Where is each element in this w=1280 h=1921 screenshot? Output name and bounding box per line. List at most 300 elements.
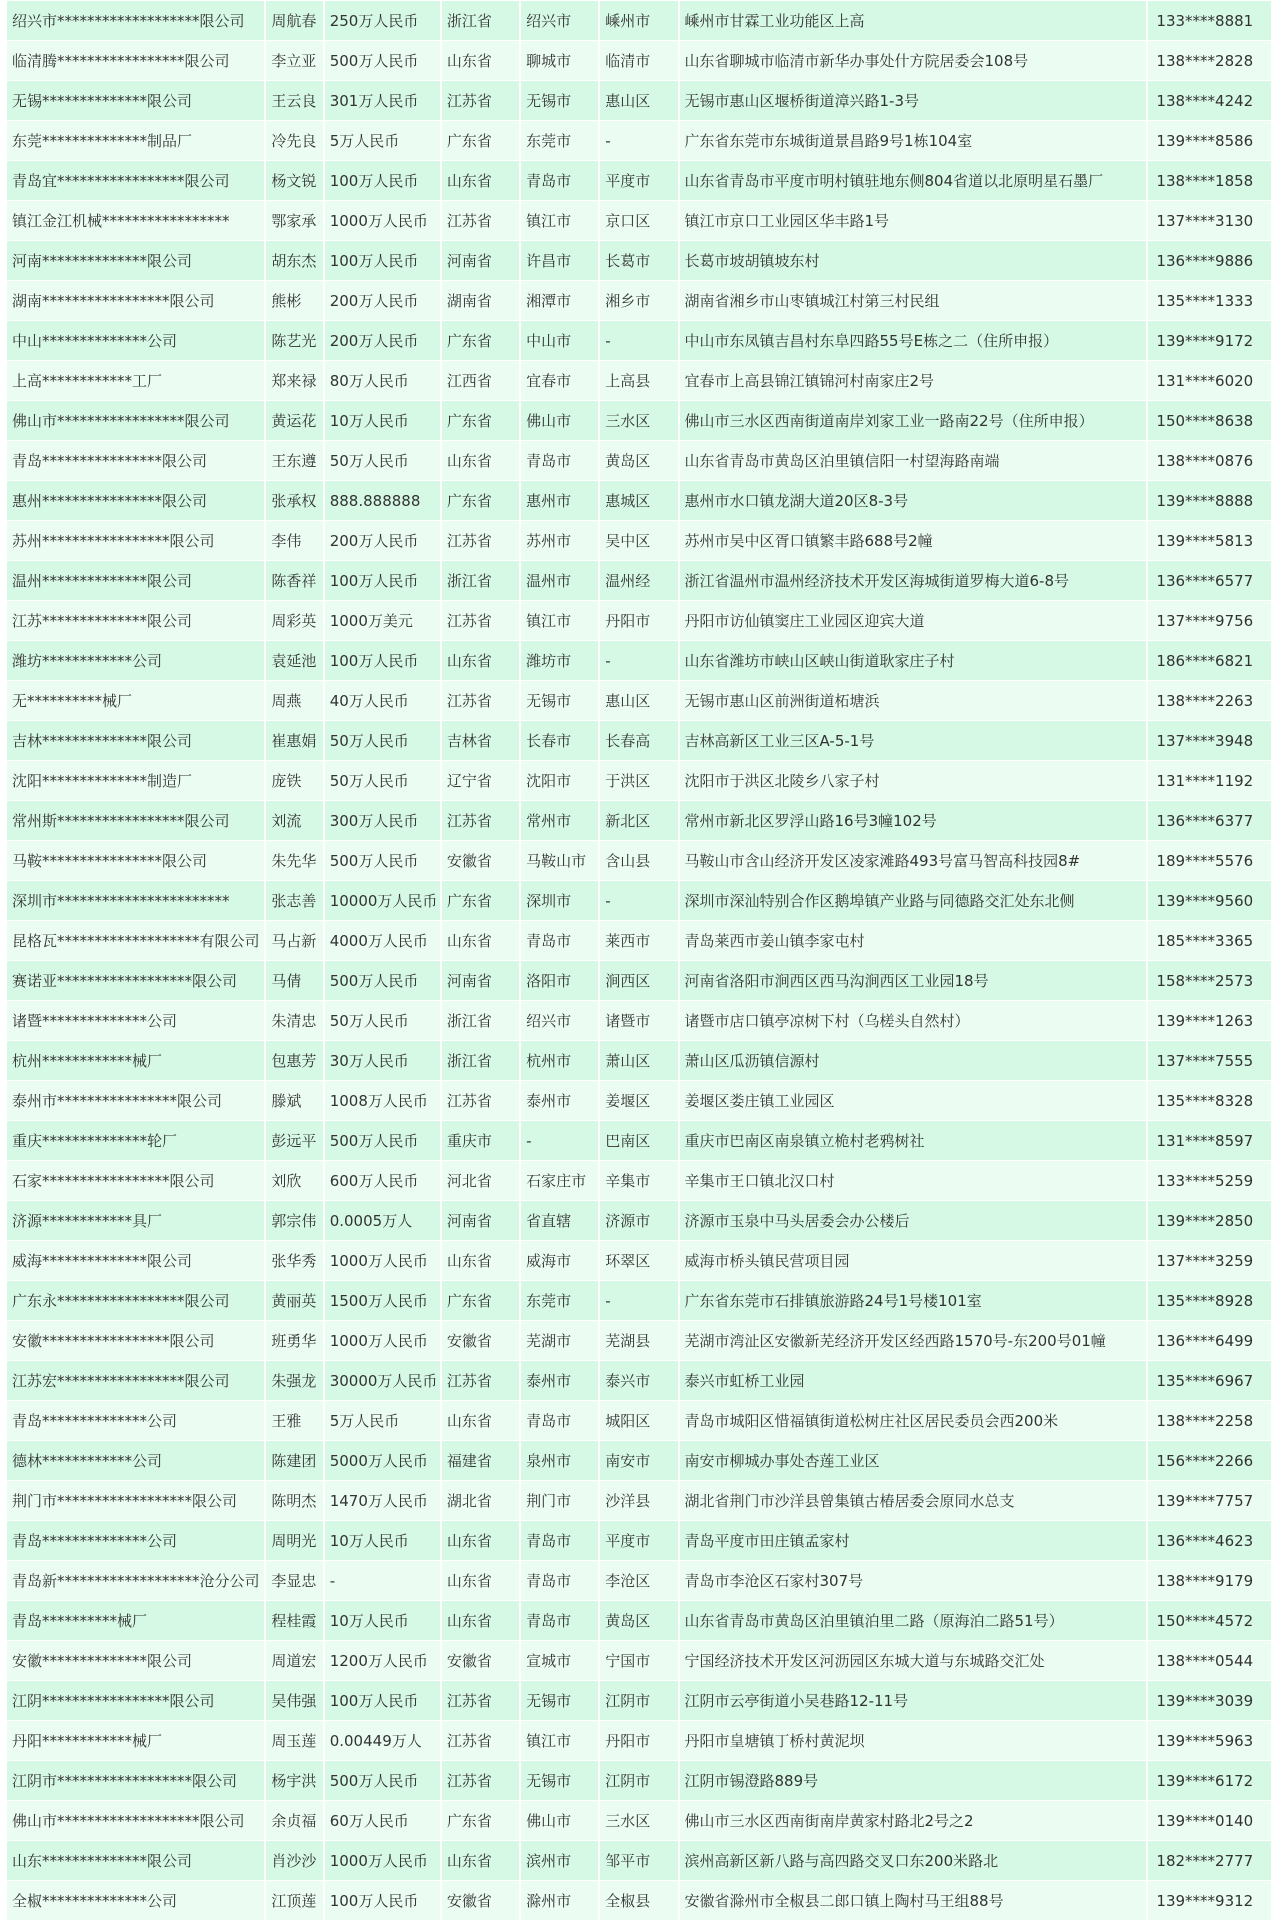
province-cell: 江苏省 xyxy=(442,81,519,120)
registered-capital-cell: 200万人民币 xyxy=(325,281,440,320)
address-cell: 山东省聊城市临清市新华办事处什方院居委会108号 xyxy=(680,41,1147,80)
legal-rep-cell: 刘流 xyxy=(266,801,322,840)
company-name-cell: 江阴*****************限公司 xyxy=(7,1681,264,1720)
district-cell: 新北区 xyxy=(600,801,677,840)
district-cell: 平度市 xyxy=(600,161,677,200)
district-cell: - xyxy=(600,1281,677,1320)
phone-cell: 139****2850 xyxy=(1148,1201,1271,1240)
city-cell: 长春市 xyxy=(521,721,598,760)
city-cell: 青岛市 xyxy=(521,161,598,200)
table-row xyxy=(7,1801,1271,1840)
address-cell: 重庆市巴南区南泉镇立桅村老鸦树社 xyxy=(680,1121,1147,1160)
company-table-container xyxy=(5,0,1273,1921)
legal-rep-cell: 程桂霞 xyxy=(266,1601,322,1640)
district-cell: 巴南区 xyxy=(600,1121,677,1160)
company-name-cell: 安徽**************限公司 xyxy=(7,1641,264,1680)
legal-rep-cell: 袁延池 xyxy=(266,641,322,680)
table-row xyxy=(7,121,1271,160)
legal-rep-cell: 周燕 xyxy=(266,681,322,720)
registered-capital-cell: 1500万人民币 xyxy=(325,1281,440,1320)
phone-cell: 139****5963 xyxy=(1148,1721,1271,1760)
company-name-cell: 绍兴市*******************限公司 xyxy=(7,1,264,40)
legal-rep-cell: 刘欣 xyxy=(266,1161,322,1200)
company-name-cell: 惠州****************限公司 xyxy=(7,481,264,520)
province-cell: 山东省 xyxy=(442,41,519,80)
table-row xyxy=(7,1281,1271,1320)
registered-capital-cell: 300万人民币 xyxy=(325,801,440,840)
company-name-cell: 镇江金江机械***************** xyxy=(7,201,264,240)
table-row xyxy=(7,1161,1271,1200)
table-body xyxy=(7,1,1271,1920)
province-cell: 广东省 xyxy=(442,881,519,920)
phone-cell: 139****3039 xyxy=(1148,1681,1271,1720)
address-cell: 湖北省荆门市沙洋县曾集镇古椿居委会原同水总支 xyxy=(680,1481,1147,1520)
table-row xyxy=(7,441,1271,480)
district-cell: 吴中区 xyxy=(600,521,677,560)
phone-cell: 139****5813 xyxy=(1148,521,1271,560)
city-cell: 滁州市 xyxy=(521,1881,598,1920)
company-name-cell: 全椒**************公司 xyxy=(7,1881,264,1920)
province-cell: 江苏省 xyxy=(442,1081,519,1120)
city-cell: 绍兴市 xyxy=(521,1,598,40)
city-cell: 青岛市 xyxy=(521,1521,598,1560)
company-name-cell: 江苏宏*****************限公司 xyxy=(7,1361,264,1400)
company-name-cell: 山东**************限公司 xyxy=(7,1841,264,1880)
legal-rep-cell: 王雅 xyxy=(266,1401,322,1440)
city-cell: 青岛市 xyxy=(521,441,598,480)
district-cell: 辛集市 xyxy=(600,1161,677,1200)
registered-capital-cell: 1000万美元 xyxy=(325,601,440,640)
company-name-cell: 上高************工厂 xyxy=(7,361,264,400)
registered-capital-cell: 301万人民币 xyxy=(325,81,440,120)
phone-cell: 131****6020 xyxy=(1148,361,1271,400)
city-cell: 青岛市 xyxy=(521,1561,598,1600)
city-cell: 青岛市 xyxy=(521,1401,598,1440)
phone-cell: 139****0140 xyxy=(1148,1801,1271,1840)
registered-capital-cell: 1200万人民币 xyxy=(325,1641,440,1680)
registered-capital-cell: 0.0005万人 xyxy=(325,1201,440,1240)
address-cell: 广东省东莞市东城街道景昌路9号1栋104室 xyxy=(680,121,1147,160)
registered-capital-cell: 80万人民币 xyxy=(325,361,440,400)
table-row xyxy=(7,1721,1271,1760)
city-cell: 石家庄市 xyxy=(521,1161,598,1200)
phone-cell: 150****4572 xyxy=(1148,1601,1271,1640)
registered-capital-cell: 1000万人民币 xyxy=(325,201,440,240)
address-cell: 江阴市云亭街道小吴巷路12-11号 xyxy=(680,1681,1147,1720)
district-cell: - xyxy=(600,321,677,360)
registered-capital-cell: 100万人民币 xyxy=(325,1881,440,1920)
table-row xyxy=(7,1041,1271,1080)
registered-capital-cell: 500万人民币 xyxy=(325,1761,440,1800)
registered-capital-cell: 888.888888 xyxy=(325,481,440,520)
table-row xyxy=(7,721,1271,760)
phone-cell: 158****2573 xyxy=(1148,961,1271,1000)
phone-cell: 139****8586 xyxy=(1148,121,1271,160)
city-cell: 深圳市 xyxy=(521,881,598,920)
registered-capital-cell: 100万人民币 xyxy=(325,561,440,600)
province-cell: 山东省 xyxy=(442,641,519,680)
legal-rep-cell: 鄂家承 xyxy=(266,201,322,240)
phone-cell: 135****1333 xyxy=(1148,281,1271,320)
registered-capital-cell: 200万人民币 xyxy=(325,321,440,360)
district-cell: 芜湖县 xyxy=(600,1321,677,1360)
city-cell: 潍坊市 xyxy=(521,641,598,680)
city-cell: 镇江市 xyxy=(521,601,598,640)
province-cell: 广东省 xyxy=(442,401,519,440)
phone-cell: 139****9172 xyxy=(1148,321,1271,360)
company-name-cell: 佛山市*****************限公司 xyxy=(7,401,264,440)
district-cell: 丹阳市 xyxy=(600,1721,677,1760)
district-cell: 涧西区 xyxy=(600,961,677,1000)
district-cell: 江阴市 xyxy=(600,1761,677,1800)
legal-rep-cell: 包惠芳 xyxy=(266,1041,322,1080)
legal-rep-cell: 郭宗伟 xyxy=(266,1201,322,1240)
city-cell: - xyxy=(521,1121,598,1160)
province-cell: 山东省 xyxy=(442,1401,519,1440)
registered-capital-cell: 1000万人民币 xyxy=(325,1241,440,1280)
legal-rep-cell: 周彩英 xyxy=(266,601,322,640)
registered-capital-cell: 50万人民币 xyxy=(325,1001,440,1040)
city-cell: 洛阳市 xyxy=(521,961,598,1000)
district-cell: 泰兴市 xyxy=(600,1361,677,1400)
address-cell: 山东省青岛市黄岛区泊里镇信阳一村望海路南端 xyxy=(680,441,1147,480)
table-row xyxy=(7,41,1271,80)
district-cell: 于洪区 xyxy=(600,761,677,800)
registered-capital-cell: 5万人民币 xyxy=(325,121,440,160)
company-name-cell: 济源************具厂 xyxy=(7,1201,264,1240)
company-name-cell: 泰州市****************限公司 xyxy=(7,1081,264,1120)
table-row xyxy=(7,1561,1271,1600)
province-cell: 浙江省 xyxy=(442,1041,519,1080)
table-row xyxy=(7,1,1271,40)
phone-cell: 138****2828 xyxy=(1148,41,1271,80)
address-cell: 无锡市惠山区堰桥街道漳兴路1-3号 xyxy=(680,81,1147,120)
district-cell: 姜堰区 xyxy=(600,1081,677,1120)
company-name-cell: 广东永*****************限公司 xyxy=(7,1281,264,1320)
province-cell: 江苏省 xyxy=(442,801,519,840)
province-cell: 山东省 xyxy=(442,921,519,960)
legal-rep-cell: 朱强龙 xyxy=(266,1361,322,1400)
district-cell: 长春高 xyxy=(600,721,677,760)
address-cell: 湖南省湘乡市山枣镇城江村第三村民组 xyxy=(680,281,1147,320)
table-row xyxy=(7,241,1271,280)
district-cell: 宁国市 xyxy=(600,1641,677,1680)
registered-capital-cell: 100万人民币 xyxy=(325,161,440,200)
table-row xyxy=(7,81,1271,120)
company-table xyxy=(5,0,1273,1921)
address-cell: 河南省洛阳市涧西区西马沟涧西区工业园18号 xyxy=(680,961,1147,1000)
province-cell: 江苏省 xyxy=(442,201,519,240)
address-cell: 丹阳市皇塘镇丁桥村黄泥坝 xyxy=(680,1721,1147,1760)
city-cell: 青岛市 xyxy=(521,1601,598,1640)
city-cell: 滨州市 xyxy=(521,1841,598,1880)
table-row xyxy=(7,1241,1271,1280)
address-cell: 山东省青岛市黄岛区泊里镇泊里二路（原海泊二路51号） xyxy=(680,1601,1147,1640)
company-name-cell: 中山**************公司 xyxy=(7,321,264,360)
address-cell: 泰兴市虹桥工业园 xyxy=(680,1361,1147,1400)
city-cell: 佛山市 xyxy=(521,1801,598,1840)
city-cell: 威海市 xyxy=(521,1241,598,1280)
table-row xyxy=(7,961,1271,1000)
registered-capital-cell: 600万人民币 xyxy=(325,1161,440,1200)
address-cell: 深圳市深汕特别合作区鹅埠镇产业路与同德路交汇处东北侧 xyxy=(680,881,1147,920)
table-row xyxy=(7,321,1271,360)
city-cell: 苏州市 xyxy=(521,521,598,560)
phone-cell: 135****8328 xyxy=(1148,1081,1271,1120)
legal-rep-cell: 周明光 xyxy=(266,1521,322,1560)
phone-cell: 139****7757 xyxy=(1148,1481,1271,1520)
table-row xyxy=(7,1641,1271,1680)
company-name-cell: 沈阳**************制造厂 xyxy=(7,761,264,800)
address-cell: 佛山市三水区西南街道南岸刘家工业一路南22号（住所申报） xyxy=(680,401,1147,440)
legal-rep-cell: 张志善 xyxy=(266,881,322,920)
phone-cell: 133****8881 xyxy=(1148,1,1271,40)
city-cell: 镇江市 xyxy=(521,201,598,240)
phone-cell: 136****9886 xyxy=(1148,241,1271,280)
phone-cell: 138****1858 xyxy=(1148,161,1271,200)
registered-capital-cell: 40万人民币 xyxy=(325,681,440,720)
company-name-cell: 荆门市******************限公司 xyxy=(7,1481,264,1520)
legal-rep-cell: 张华秀 xyxy=(266,1241,322,1280)
table-row xyxy=(7,1361,1271,1400)
province-cell: 浙江省 xyxy=(442,561,519,600)
company-name-cell: 赛诺亚******************限公司 xyxy=(7,961,264,1000)
phone-cell: 186****6821 xyxy=(1148,641,1271,680)
legal-rep-cell: 朱先华 xyxy=(266,841,322,880)
address-cell: 山东省青岛市平度市明村镇驻地东侧804省道以北原明星石墨厂 xyxy=(680,161,1147,200)
company-name-cell: 温州**************限公司 xyxy=(7,561,264,600)
phone-cell: 139****1263 xyxy=(1148,1001,1271,1040)
district-cell: - xyxy=(600,121,677,160)
table-row xyxy=(7,801,1271,840)
district-cell: 全椒县 xyxy=(600,1881,677,1920)
phone-cell: 137****3130 xyxy=(1148,201,1271,240)
registered-capital-cell: 500万人民币 xyxy=(325,1121,440,1160)
address-cell: 南安市柳城办事处杏莲工业区 xyxy=(680,1441,1147,1480)
address-cell: 威海市桥头镇民营项目园 xyxy=(680,1241,1147,1280)
legal-rep-cell: 肖沙沙 xyxy=(266,1841,322,1880)
legal-rep-cell: 黄丽英 xyxy=(266,1281,322,1320)
table-row xyxy=(7,1441,1271,1480)
province-cell: 浙江省 xyxy=(442,1,519,40)
province-cell: 江苏省 xyxy=(442,601,519,640)
registered-capital-cell: 500万人民币 xyxy=(325,841,440,880)
phone-cell: 138****2263 xyxy=(1148,681,1271,720)
phone-cell: 189****5576 xyxy=(1148,841,1271,880)
address-cell: 常州市新北区罗浮山路16号3幢102号 xyxy=(680,801,1147,840)
company-name-cell: 无**********械厂 xyxy=(7,681,264,720)
province-cell: 山东省 xyxy=(442,1601,519,1640)
phone-cell: 139****9312 xyxy=(1148,1881,1271,1920)
registered-capital-cell: 4000万人民币 xyxy=(325,921,440,960)
address-cell: 苏州市吴中区胥口镇繁丰路688号2幢 xyxy=(680,521,1147,560)
address-cell: 江阴市锡澄路889号 xyxy=(680,1761,1147,1800)
province-cell: 山东省 xyxy=(442,1241,519,1280)
district-cell: - xyxy=(600,881,677,920)
table-row xyxy=(7,761,1271,800)
company-name-cell: 杭州************械厂 xyxy=(7,1041,264,1080)
table-row xyxy=(7,841,1271,880)
district-cell: 李沧区 xyxy=(600,1561,677,1600)
registered-capital-cell: 10万人民币 xyxy=(325,401,440,440)
legal-rep-cell: 李立亚 xyxy=(266,41,322,80)
district-cell: 邹平市 xyxy=(600,1841,677,1880)
city-cell: 无锡市 xyxy=(521,1761,598,1800)
phone-cell: 138****4242 xyxy=(1148,81,1271,120)
city-cell: 沈阳市 xyxy=(521,761,598,800)
phone-cell: 136****6499 xyxy=(1148,1321,1271,1360)
legal-rep-cell: 李伟 xyxy=(266,521,322,560)
address-cell: 萧山区瓜沥镇信源村 xyxy=(680,1041,1147,1080)
table-row xyxy=(7,281,1271,320)
address-cell: 长葛市坡胡镇坡东村 xyxy=(680,241,1147,280)
province-cell: 河北省 xyxy=(442,1161,519,1200)
city-cell: 聊城市 xyxy=(521,41,598,80)
district-cell: 黄岛区 xyxy=(600,1601,677,1640)
legal-rep-cell: 马占新 xyxy=(266,921,322,960)
district-cell: 惠山区 xyxy=(600,681,677,720)
company-name-cell: 无锡**************限公司 xyxy=(7,81,264,120)
district-cell: 上高县 xyxy=(600,361,677,400)
table-row xyxy=(7,1201,1271,1240)
phone-cell: 150****8638 xyxy=(1148,401,1271,440)
registered-capital-cell: 10万人民币 xyxy=(325,1521,440,1560)
city-cell: 杭州市 xyxy=(521,1041,598,1080)
legal-rep-cell: 冷先良 xyxy=(266,121,322,160)
registered-capital-cell: 500万人民币 xyxy=(325,41,440,80)
company-name-cell: 青岛****************限公司 xyxy=(7,441,264,480)
city-cell: 泉州市 xyxy=(521,1441,598,1480)
address-cell: 佛山市三水区西南街南岸黄家村路北2号之2 xyxy=(680,1801,1147,1840)
province-cell: 广东省 xyxy=(442,321,519,360)
province-cell: 江苏省 xyxy=(442,521,519,560)
phone-cell: 131****1192 xyxy=(1148,761,1271,800)
table-row xyxy=(7,401,1271,440)
phone-cell: 136****4623 xyxy=(1148,1521,1271,1560)
address-cell: 青岛莱西市姜山镇李家屯村 xyxy=(680,921,1147,960)
phone-cell: 137****3948 xyxy=(1148,721,1271,760)
address-cell: 青岛市城阳区惜福镇街道松树庄社区居民委员会西200米 xyxy=(680,1401,1147,1440)
registered-capital-cell: - xyxy=(325,1561,440,1600)
registered-capital-cell: 500万人民币 xyxy=(325,961,440,1000)
registered-capital-cell: 0.00449万人 xyxy=(325,1721,440,1760)
phone-cell: 185****3365 xyxy=(1148,921,1271,960)
province-cell: 安徽省 xyxy=(442,1881,519,1920)
table-row xyxy=(7,1521,1271,1560)
address-cell: 滨州高新区新八路与高四路交叉口东200米路北 xyxy=(680,1841,1147,1880)
table-row xyxy=(7,1081,1271,1120)
registered-capital-cell: 50万人民币 xyxy=(325,761,440,800)
province-cell: 山东省 xyxy=(442,1521,519,1560)
phone-cell: 133****5259 xyxy=(1148,1161,1271,1200)
table-row xyxy=(7,1001,1271,1040)
city-cell: 省直辖 xyxy=(521,1201,598,1240)
phone-cell: 135****8928 xyxy=(1148,1281,1271,1320)
phone-cell: 138****0544 xyxy=(1148,1641,1271,1680)
district-cell: 长葛市 xyxy=(600,241,677,280)
address-cell: 中山市东凤镇吉昌村东阜四路55号E栋之二（住所申报） xyxy=(680,321,1147,360)
table-row xyxy=(7,1841,1271,1880)
province-cell: 重庆市 xyxy=(442,1121,519,1160)
district-cell: 诸暨市 xyxy=(600,1001,677,1040)
legal-rep-cell: 庞铁 xyxy=(266,761,322,800)
table-row xyxy=(7,521,1271,560)
city-cell: 东莞市 xyxy=(521,121,598,160)
company-name-cell: 河南**************限公司 xyxy=(7,241,264,280)
province-cell: 河南省 xyxy=(442,961,519,1000)
legal-rep-cell: 陈艺光 xyxy=(266,321,322,360)
district-cell: 环翠区 xyxy=(600,1241,677,1280)
phone-cell: 136****6577 xyxy=(1148,561,1271,600)
company-name-cell: 石家*****************限公司 xyxy=(7,1161,264,1200)
district-cell: 嵊州市 xyxy=(600,1,677,40)
phone-cell: 137****3259 xyxy=(1148,1241,1271,1280)
city-cell: 惠州市 xyxy=(521,481,598,520)
registered-capital-cell: 5000万人民币 xyxy=(325,1441,440,1480)
legal-rep-cell: 黄运花 xyxy=(266,401,322,440)
city-cell: 温州市 xyxy=(521,561,598,600)
table-row xyxy=(7,681,1271,720)
legal-rep-cell: 吴伟强 xyxy=(266,1681,322,1720)
table-row xyxy=(7,1601,1271,1640)
table-row xyxy=(7,481,1271,520)
company-name-cell: 湖南*****************限公司 xyxy=(7,281,264,320)
registered-capital-cell: 200万人民币 xyxy=(325,521,440,560)
province-cell: 安徽省 xyxy=(442,1321,519,1360)
legal-rep-cell: 周玉莲 xyxy=(266,1721,322,1760)
address-cell: 山东省潍坊市峡山区峡山街道耿家庄子村 xyxy=(680,641,1147,680)
legal-rep-cell: 杨宇洪 xyxy=(266,1761,322,1800)
registered-capital-cell: 60万人民币 xyxy=(325,1801,440,1840)
city-cell: 中山市 xyxy=(521,321,598,360)
registered-capital-cell: 1470万人民币 xyxy=(325,1481,440,1520)
legal-rep-cell: 滕斌 xyxy=(266,1081,322,1120)
city-cell: 芜湖市 xyxy=(521,1321,598,1360)
province-cell: 福建省 xyxy=(442,1441,519,1480)
city-cell: 东莞市 xyxy=(521,1281,598,1320)
address-cell: 芜湖市湾沚区安徽新芜经济开发区经西路1570号-东200号01幢 xyxy=(680,1321,1147,1360)
address-cell: 吉林高新区工业三区A-5-1号 xyxy=(680,721,1147,760)
province-cell: 安徽省 xyxy=(442,1641,519,1680)
legal-rep-cell: 胡东杰 xyxy=(266,241,322,280)
phone-cell: 137****9756 xyxy=(1148,601,1271,640)
table-row xyxy=(7,1401,1271,1440)
registered-capital-cell: 1000万人民币 xyxy=(325,1841,440,1880)
province-cell: 浙江省 xyxy=(442,1001,519,1040)
registered-capital-cell: 30000万人民币 xyxy=(325,1361,440,1400)
legal-rep-cell: 周道宏 xyxy=(266,1641,322,1680)
address-cell: 浙江省温州市温州经济技术开发区海城街道罗梅大道6-8号 xyxy=(680,561,1147,600)
company-name-cell: 佛山市*******************限公司 xyxy=(7,1801,264,1840)
district-cell: 惠城区 xyxy=(600,481,677,520)
legal-rep-cell: 周航春 xyxy=(266,1,322,40)
company-name-cell: 重庆**************轮厂 xyxy=(7,1121,264,1160)
table-row xyxy=(7,201,1271,240)
province-cell: 广东省 xyxy=(442,1281,519,1320)
district-cell: 三水区 xyxy=(600,1801,677,1840)
company-name-cell: 威海**************限公司 xyxy=(7,1241,264,1280)
legal-rep-cell: 陈香祥 xyxy=(266,561,322,600)
registered-capital-cell: 100万人民币 xyxy=(325,641,440,680)
district-cell: 湘乡市 xyxy=(600,281,677,320)
province-cell: 湖南省 xyxy=(442,281,519,320)
city-cell: 无锡市 xyxy=(521,681,598,720)
company-name-cell: 青岛宜*****************限公司 xyxy=(7,161,264,200)
address-cell: 青岛市李沧区石家村307号 xyxy=(680,1561,1147,1600)
province-cell: 江西省 xyxy=(442,361,519,400)
address-cell: 宁国经济技术开发区河沥园区东城大道与东城路交汇处 xyxy=(680,1641,1147,1680)
province-cell: 山东省 xyxy=(442,1561,519,1600)
